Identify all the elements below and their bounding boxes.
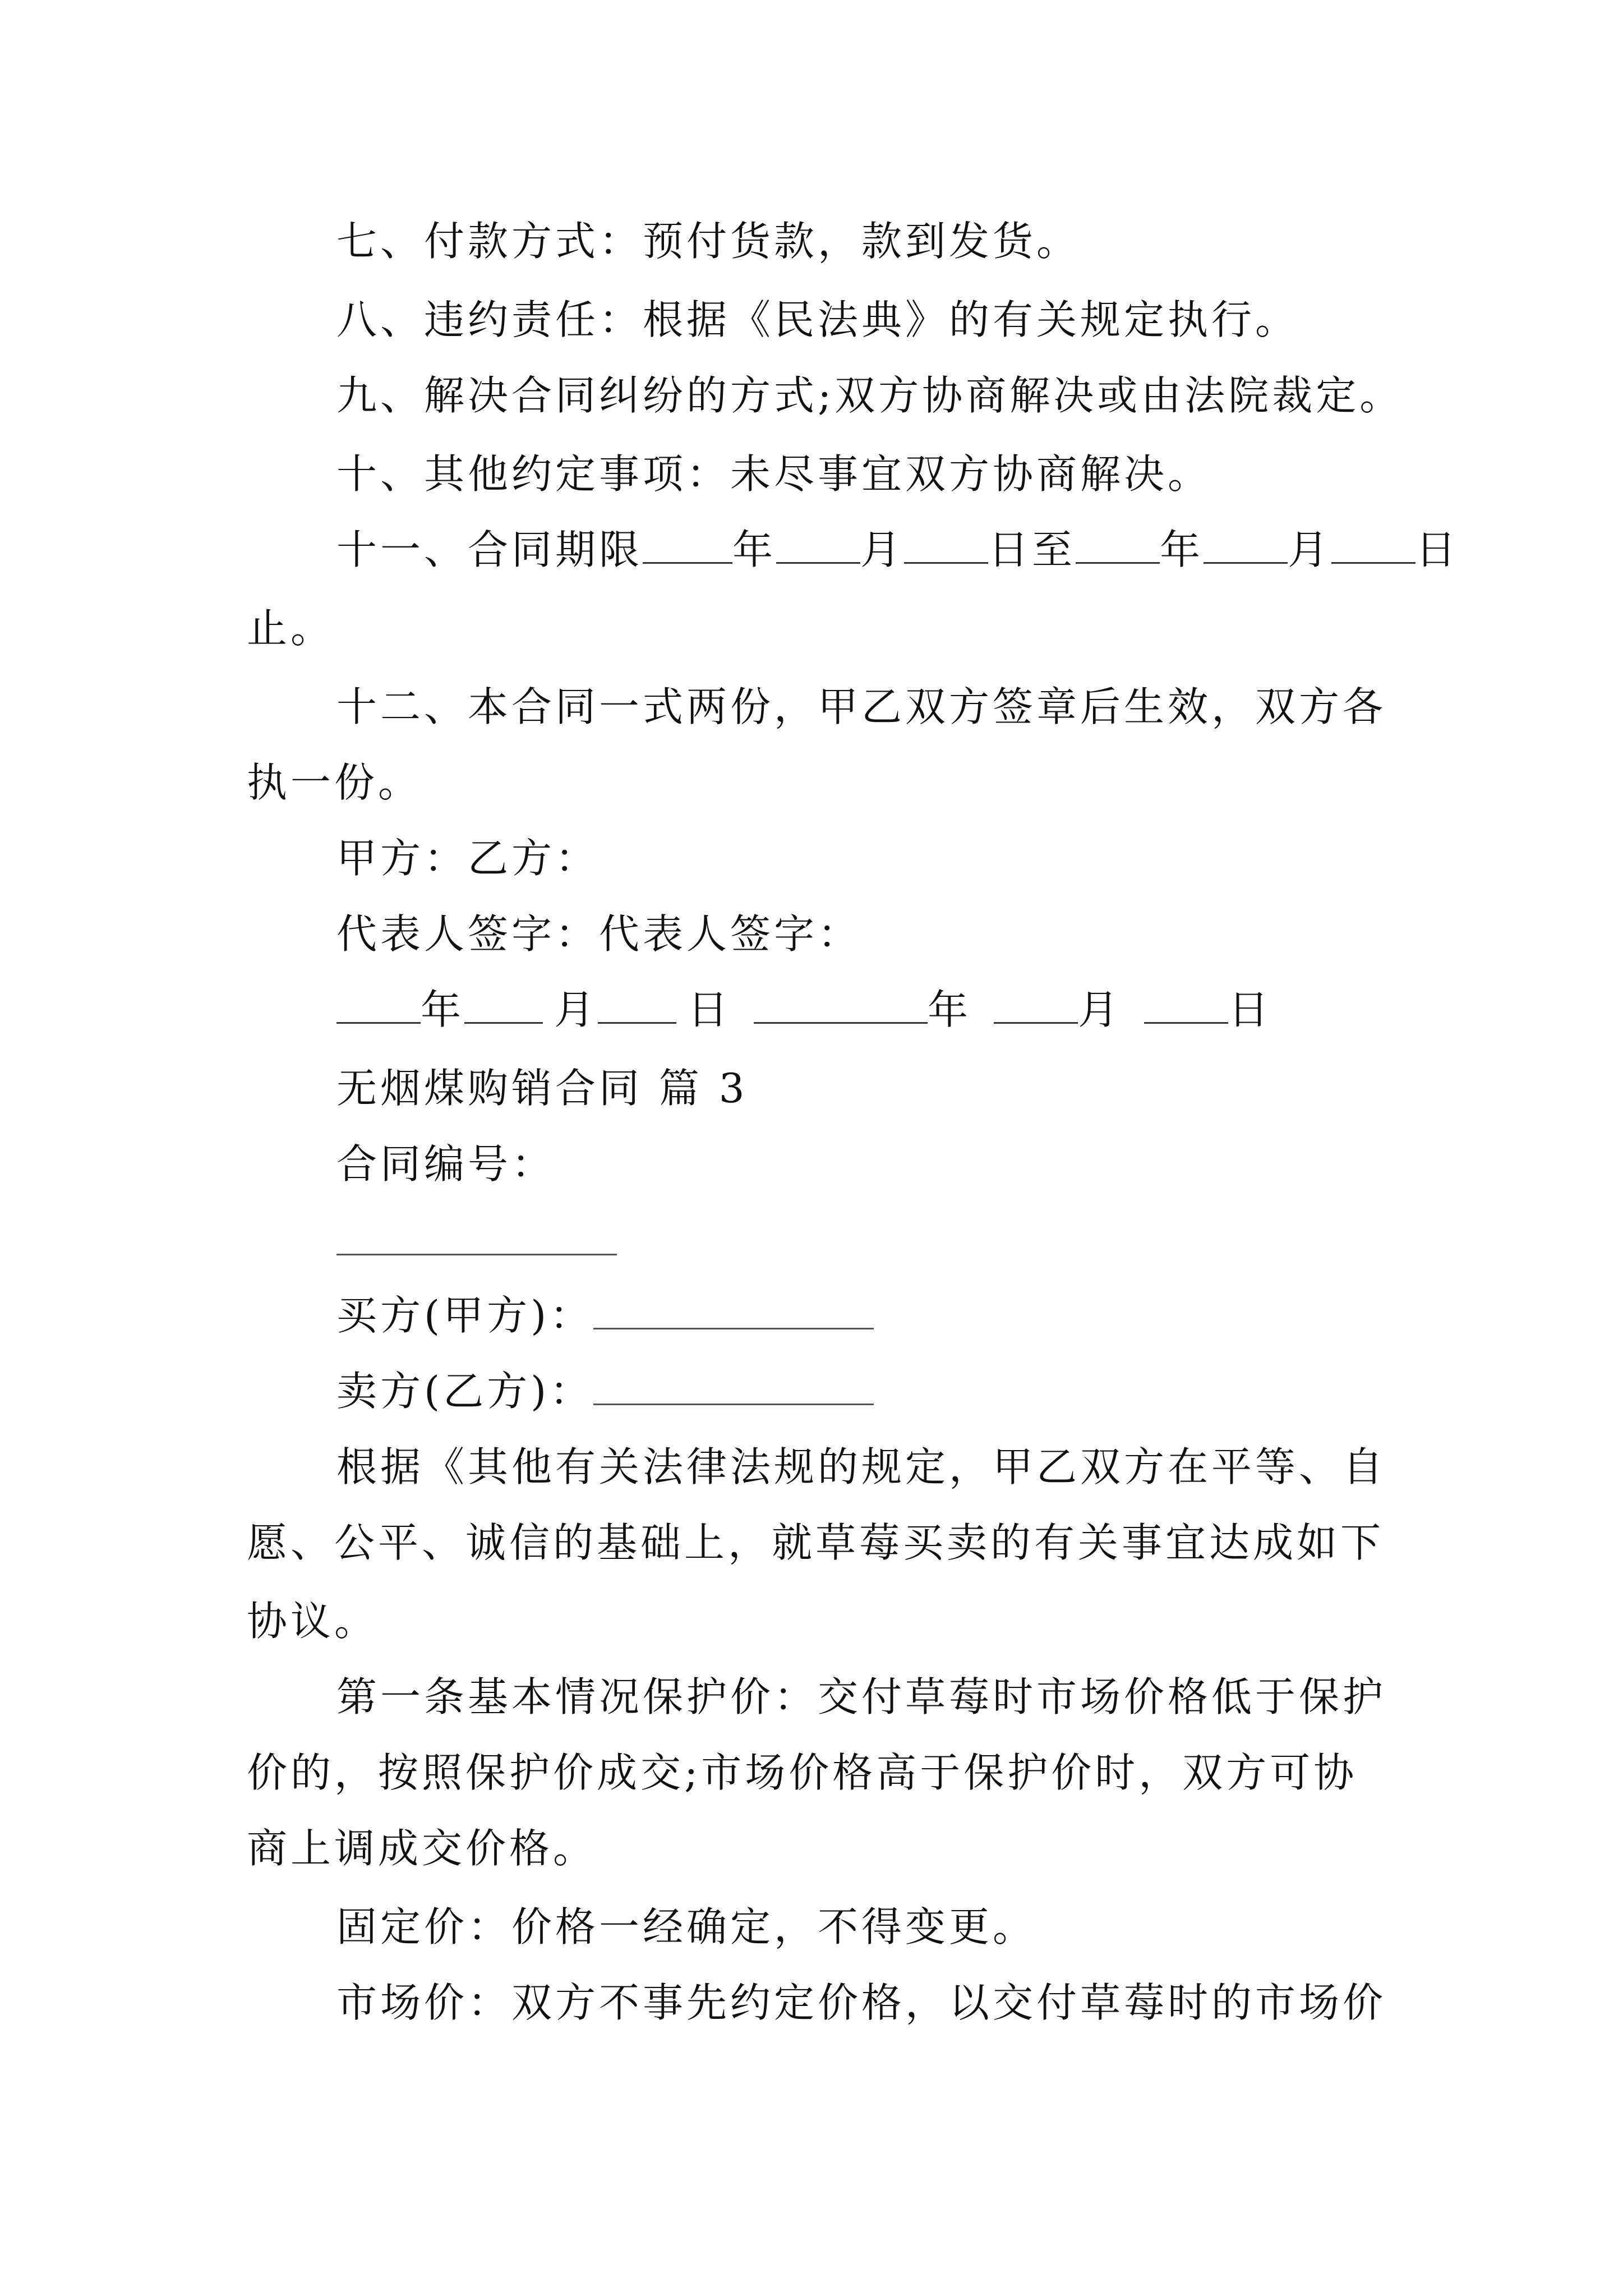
article-1-line-3: 商上调成交价格。 [247, 1825, 597, 1872]
clause-11-term-cont: 止。 [247, 605, 335, 652]
term-end-month-label: 月 [1288, 526, 1332, 573]
party-a-month-label: 月 [554, 986, 598, 1033]
article-1-line-1: 第一条基本情况保护价：交付草莓时市场价格低于保护 [336, 1673, 1387, 1720]
buyer-blank [593, 1294, 874, 1329]
clause-11-label: 十一、合同期限 [336, 526, 643, 573]
seller-blank [593, 1370, 874, 1405]
article-1-line-2: 价的，按照保护价成交;市场价格高于保护价时，双方可协 [247, 1749, 1358, 1796]
signature-date-row [336, 982, 1272, 1038]
term-start-day-blank [904, 528, 988, 564]
seller-label: 卖方(乙方)： [336, 1368, 594, 1415]
term-end-month-blank [1204, 528, 1288, 564]
party-b-year-label: 年 [928, 986, 972, 1033]
party-a-month-blank [464, 988, 543, 1024]
preamble-line-2: 愿、公平、诚信的基础上，就草莓买卖的有关事宜达成如下 [247, 1519, 1385, 1566]
party-b-month-blank [994, 988, 1078, 1024]
term-start-month-blank [776, 528, 860, 564]
party-a-day-label: 日 [688, 986, 732, 1033]
party-b-day-blank [1144, 988, 1228, 1024]
clause-12-copies-cont: 执一份。 [247, 759, 422, 806]
clause-9-disputes: 九、解决合同纠纷的方式;双方协商解决或由法院裁定。 [336, 372, 1404, 419]
contract-number-blank [336, 1254, 617, 1255]
buyer-label: 买方(甲方)： [336, 1292, 594, 1339]
preamble-line-3: 协议。 [247, 1598, 379, 1645]
preamble-line-1: 根据《其他有关法律法规的规定，甲乙双方在平等、自 [336, 1443, 1387, 1490]
section-heading-contract-3: 无烟煤购销合同 篇 3 [336, 1065, 748, 1112]
party-labels: 甲方：乙方： [336, 835, 600, 882]
market-price-clause: 市场价：双方不事先约定价格，以交付草莓时的市场价 [336, 1979, 1387, 2026]
fixed-price-clause: 固定价：价格一经确定，不得变更。 [336, 1903, 1037, 1950]
term-end-day-label: 日 [1415, 526, 1460, 573]
representative-signature-labels: 代表人签字：代表人签字： [336, 910, 862, 958]
term-day-to-label: 日至 [988, 526, 1076, 573]
term-end-day-blank [1331, 528, 1415, 564]
clause-7-payment: 七、付款方式：预付货款，款到发货。 [336, 218, 1081, 265]
clause-11-term [336, 522, 1459, 578]
term-end-year-blank [1076, 528, 1160, 564]
term-start-year-blank [643, 528, 732, 564]
party-b-year-blank [754, 988, 928, 1024]
clause-10-other: 十、其他约定事项：未尽事宜双方协商解决。 [336, 450, 1212, 498]
term-year-label: 年 [732, 526, 777, 573]
clause-8-liability: 八、违约责任：根据《民法典》的有关规定执行。 [336, 296, 1299, 343]
clause-12-copies: 十二、本合同一式两份，甲乙双方签章后生效，双方各 [336, 683, 1387, 730]
party-b-day-label: 日 [1228, 986, 1272, 1033]
term-end-year-label: 年 [1160, 526, 1204, 573]
party-a-year-blank [336, 988, 421, 1024]
party-a-day-blank [598, 988, 676, 1024]
term-month-label: 月 [860, 526, 905, 573]
contract-number-label: 合同编号： [336, 1140, 556, 1188]
party-a-year-label: 年 [421, 986, 465, 1033]
buyer-field [336, 1287, 874, 1343]
seller-field [336, 1363, 874, 1419]
party-b-month-label: 月 [1078, 986, 1122, 1033]
